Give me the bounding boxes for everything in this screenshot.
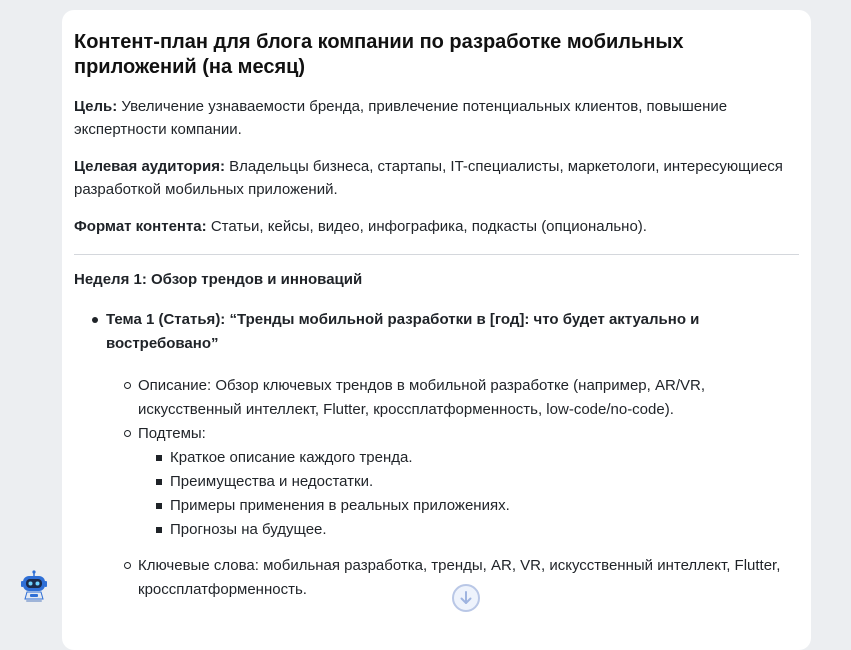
- chat-message-card: [62, 10, 811, 650]
- format-paragraph: [74, 215, 799, 238]
- square-bullet: [156, 527, 162, 533]
- subtopic-item: [138, 470, 799, 494]
- topic-details-list: [106, 374, 799, 602]
- scroll-down-arrow-icon: [454, 586, 478, 610]
- subtopic-text: Краткое описание каждого тренда.: [170, 449, 413, 466]
- square-bullet: [156, 503, 162, 509]
- subtopic-text: Прогнозы на будущее.: [170, 521, 327, 538]
- subtopic-item: [138, 494, 799, 518]
- subtopic-item: [138, 518, 799, 542]
- robot-avatar-icon[interactable]: [18, 570, 50, 604]
- audience-paragraph: [74, 155, 799, 201]
- circle-bullet: [124, 430, 131, 437]
- circle-bullet: [124, 382, 131, 389]
- week-topics-list: [74, 308, 799, 602]
- disc-bullet: [92, 317, 98, 323]
- message-content: [74, 30, 799, 602]
- goal-label: Цель:: [74, 98, 118, 115]
- subtopic-text: Преимущества и недостатки.: [170, 473, 374, 490]
- circle-bullet: [124, 562, 131, 569]
- format-label: Формат контента:: [74, 218, 207, 235]
- goal-paragraph: [74, 95, 799, 141]
- week-heading: Неделя 1: Обзор трендов и инноваций: [74, 271, 363, 288]
- subtopic-text: Примеры применения в реальных приложениях.: [170, 497, 510, 514]
- audience-label: Целевая аудитория:: [74, 158, 225, 175]
- section-divider: [74, 254, 799, 255]
- topic-title: Тема 1 (Статья): “Тренды мобильной разработки в [год]: что будет актуально и востребовано”: [106, 311, 700, 352]
- description-text: Описание: Обзор ключевых трендов в мобильной разработке (например, AR/VR, искусственный интеллект, Flutter, кроссплатформенность, low-code/no-code).: [138, 377, 705, 418]
- scroll-down-button[interactable]: [452, 584, 480, 612]
- audience-text: Владельцы бизнеса, стартапы, IT-специалисты, маркетологи, интересующиеся разработкой мобильных приложений.: [74, 158, 783, 198]
- format-text: Статьи, кейсы, видео, инфографика, подкасты (опционально).: [206, 218, 647, 235]
- subtopics-label: Подтемы:: [138, 425, 206, 442]
- square-bullet: [156, 479, 162, 485]
- description-item: [106, 374, 799, 422]
- content-plan-title: Контент-план для блога компании по разработке мобильных приложений (на месяц): [74, 31, 684, 78]
- subtopics-list: [138, 446, 799, 542]
- square-bullet: [156, 455, 162, 461]
- keywords-text: Ключевые слова: мобильная разработка, тренды, AR, VR, искусственный интеллект, Flutter, кроссплатформенность.: [138, 557, 781, 598]
- topic-item: [74, 308, 799, 602]
- subtopics-item: [106, 422, 799, 542]
- goal-text: Увеличение узнаваемости бренда, привлечение потенциальных клиентов, повышение экспертности компании.: [74, 98, 728, 138]
- subtopic-item: [138, 446, 799, 470]
